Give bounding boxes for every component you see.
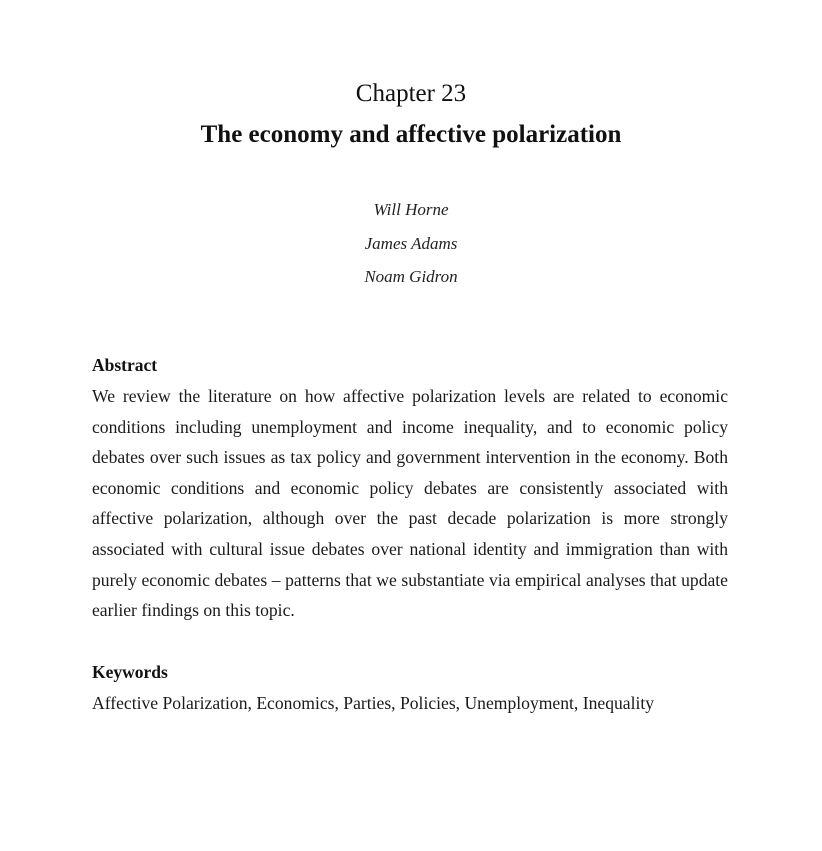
abstract-heading: Abstract xyxy=(92,355,158,375)
keywords-text: Affective Polarization, Economics, Parties, Policies, Unemployment, Inequality xyxy=(92,693,655,713)
keywords-heading: Keywords xyxy=(92,662,168,682)
author-name: Will Horne xyxy=(373,200,449,219)
chapter-number: Chapter 23 xyxy=(355,80,467,107)
author-name: Noam Gidron xyxy=(364,267,458,286)
abstract-text: We review the literature on how affective polarization levels are related to economic conditions including unemployment and income inequality, and to economic policy debates over such issues as tax policy and government intervention in the economy. Both economic conditions and economic policy debates are consistently associated with affective polarization, although over the past decade polarization is more strongly associated with cultural issue debates over national identity and immigration than with purely economic debates – patterns that we substantiate via empirical analyses that update earlier findings on this topic. xyxy=(92,386,728,621)
author-name: James Adams xyxy=(364,233,458,253)
chapter-title: The economy and affective polarization xyxy=(200,121,622,148)
author-list xyxy=(0,193,822,294)
